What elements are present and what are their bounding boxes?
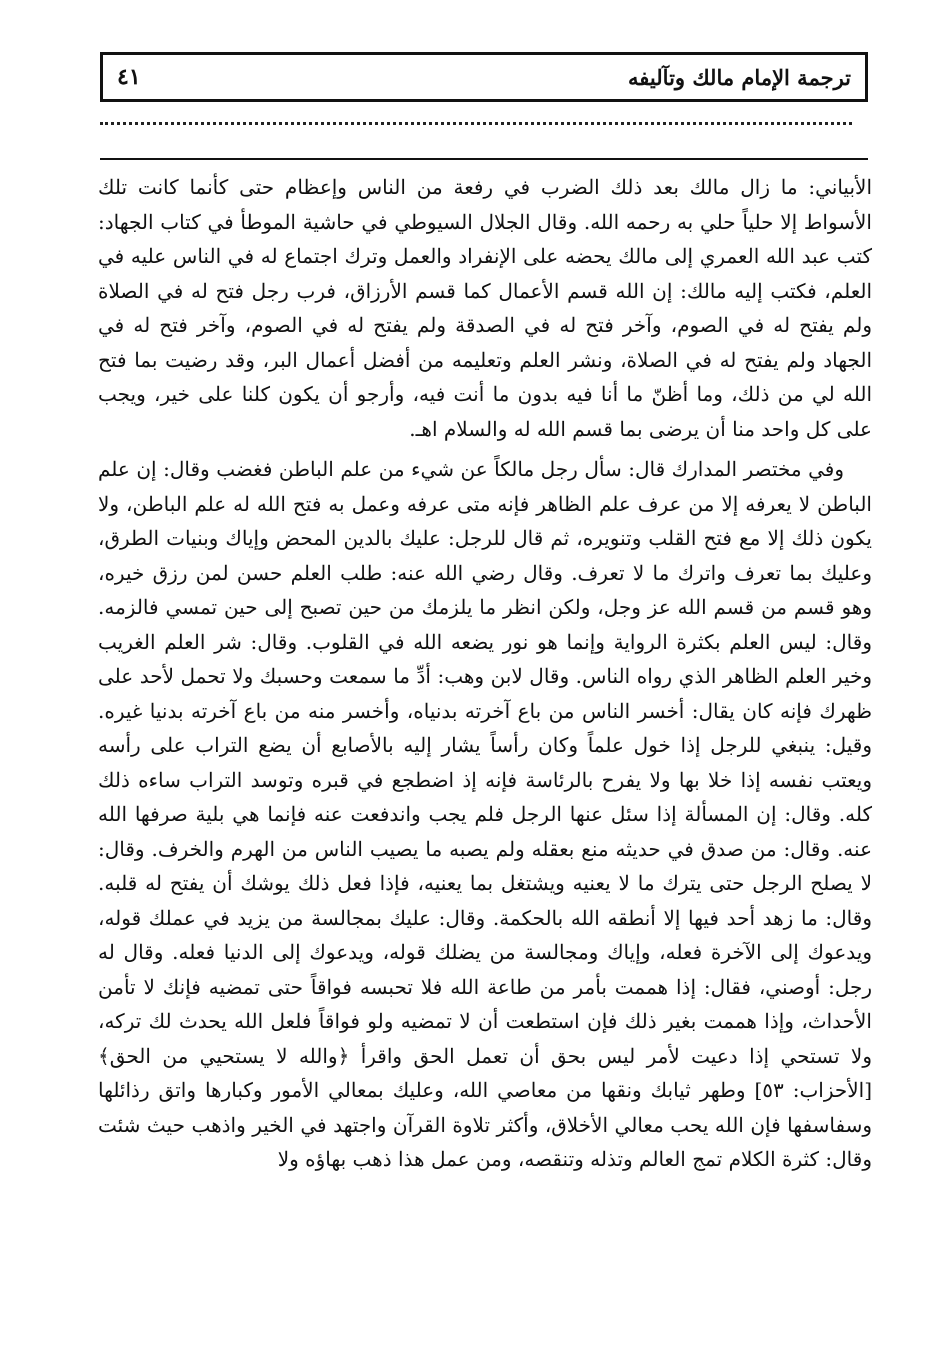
page-number: ٤١ [117, 64, 141, 90]
running-header [100, 52, 868, 102]
book-title: ترجمة الإمام مالك وتآليفه [628, 64, 851, 90]
dotted-divider [100, 122, 852, 125]
paragraph-mukhtasar-al-madarik: وفي مختصر المدارك قال: سأل رجل مالكاً عن شيء من علم الباطن فغضب وقال: إن علم الباطن لا يعرفه إلا من عرف علم الظاهر فإنه متى عرفه وعمل به فتح الله له علم الباطن، ولا يكون ذلك إلا مع فتح القلب وتنويره، ثم قال للرجل: عليك بالدين المحض وإياك وبنيات الطرق، وعليك بما تعرف واترك ما لا تعرف. وقال رضي الله عنه: طلب العلم حسن لمن رزق خيره، وهو قسم من قسم الله عز وجل، ولكن انظر ما يلزمك من حين تصبح إلى حين تمسي فالزمه. وقال: ليس العلم بكثرة الرواية وإنما هو نور يضعه الله في القلوب. وقال: شر العلم الغريب وخير العلم الظاهر الذي رواه الناس. وقال لابن وهب: أدِّ ما سمعت وحسبك ولا تحمل لأحد على ظهرك فإنه كان يقال: أخسر الناس من باع آخرته بدنياه، وأخسر منه من باع آخرته بدنيا غيره. وقيل: ينبغي للرجل إذا خول علماً وكان رأساً يشار إليه بالأصابع أن يضع التراب على رأسه ويعتب نفسه إذا خلا بها ولا يفرح بالرئاسة فإنه إذ اضطجع في قبره وتوسد التراب ساءه ذلك كله. وقال: إن المسألة إذا سئل عنها الرجل فلم يجب واندفعت عنه فإنما هي بلية صرفها الله عنه. وقال: من صدق في حديثه منع بعقله ولم يصبه ما يصيب الناس من الهرم والخرف. وقال: لا يصلح الرجل حتى يترك ما لا يعنيه ويشتغل بما يعنيه، فإذا فعل ذلك يوشك أن يفتح له قلبه. وقال: ما زهد أحد فيها إلا أنطقه الله بالحكمة. وقال: عليك بمجالسة من يزيد في عملك قوله، ويدعوك إلى الآخرة فعله، وإياك ومجالسة من يضلك قوله، ويدعوك إلى الدنيا فعله. وقال له رجل: أوصني، فقال: إذا هممت بأمر من طاعة الله فلا تحبسه فواقاً حتى تمضيه فإنك لا تأمن الأحداث، وإذا هممت بغير ذلك فإن استطعت أن لا تمضيه ولو فواقاً فلعل الله يحدث لك تركه، ولا تستحي إذا دعيت لأمر ليس بحق أن تعمل الحق واقرأ ﴿والله لا يستحيي من الحق﴾ [الأحزاب: ٥٣] وطهر ثيابك ونقها من معاصي الله، وعليك بمعالي الأمور وكبارها واتق رذائلها وسفاسفها فإن الله يحب معالي الأخلاق، وأكثر تلاوة القرآن واجتهد في الخير واذهب حيث شئت وقال: كثرة الكلام تمج العالم وتذله وتنقصه، ومن عمل هذا ذهب بهاؤه ولا [98, 457, 872, 1171]
paragraph-abiyani: الأبياني: ما زال مالك بعد ذلك الضرب في رفعة من الناس وإعظام حتى كأنما كانت تلك الأسواط إلا حلياً حلي به رحمه الله. وقال الجلال السيوطي في حاشية الموطأ في كتاب الجهاد: كتب عبد الله العمري إلى مالك يحضه على الإنفراد والعمل وترك اجتماع له في الناس عليه في العلم، فكتب إليه مالك: إن الله قسم الأعمال كما قسم الأرزاق، فرب رجل فتح له في الصلاة ولم يفتح له في الصوم، وآخر فتح له في الصدقة ولم يفتح له في الصوم، وآخر فتح له في الجهاد ولم يفتح له في الصلاة، ونشر العلم وتعليمه من أفضل أعمال البر، وقد رضيت بما فتح الله لي من ذلك، وما أظنّ ما أنا فيه بدون ما أنت فيه، وأرجو أن يكون كلنا على خير، ويجب على كل واحد منا أن يرضى بما قسم الله له والسلام اهـ. [98, 175, 873, 441]
body-text [98, 170, 872, 1320]
text-top-rule [100, 158, 868, 160]
